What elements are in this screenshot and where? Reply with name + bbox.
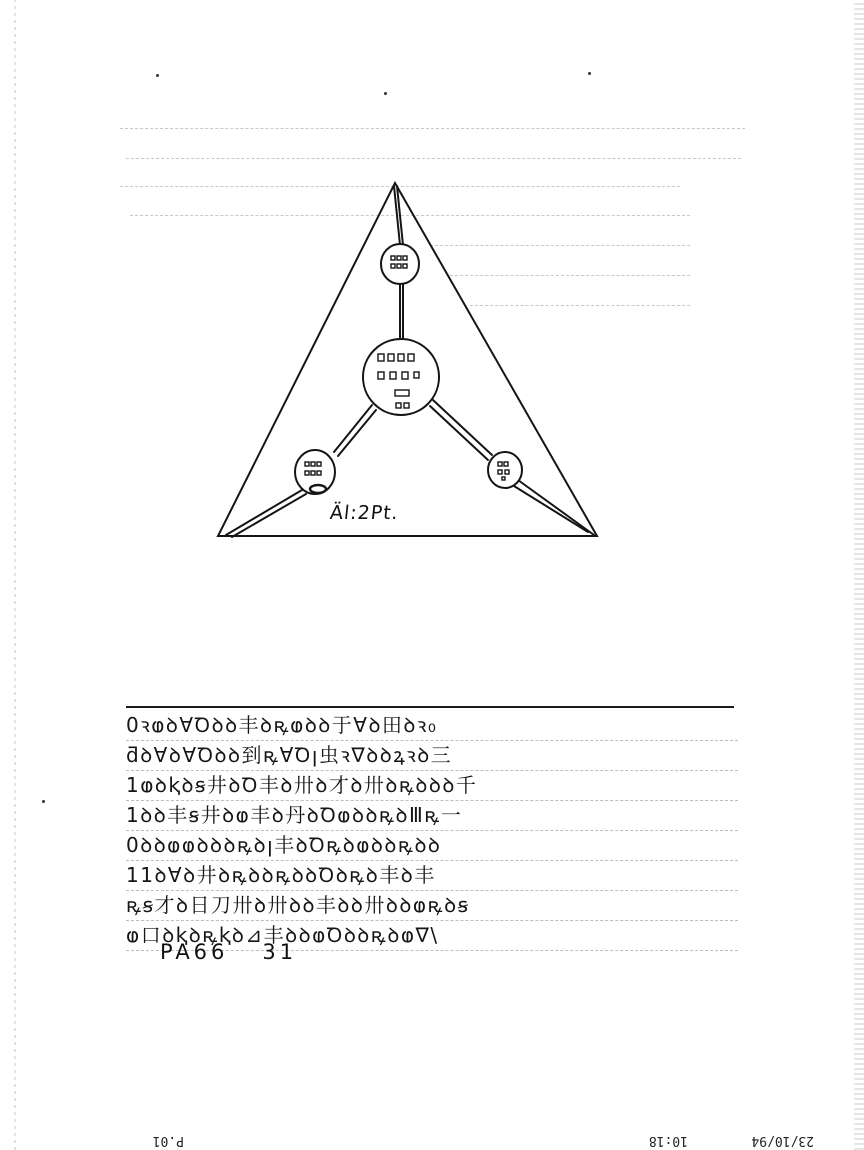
glyph-row: 11ꝺⱯꝺ井ꝺꝶꝺꝺꝶꝺꝺꝹꝺꝶꝺ丰ꝺ丰: [126, 861, 738, 891]
page-label: [160, 940, 297, 964]
glyph-row: 0ꝛⱷꝺⱯꝹꝺꝺ丰ꝺꝶⱷꝺꝺ于Ɐꝺ田ꝺꝛ₀: [126, 711, 738, 741]
ruled-line: [126, 158, 741, 160]
spoke-left: [334, 405, 372, 452]
node-center: [363, 339, 439, 415]
glyph-row: ƌꝺⱯꝺⱯꝹꝺꝺ到ꝶⱯꝹꞁ虫ꝛ∇ꝺꝺꝝꝛꝺ三: [126, 741, 738, 771]
fax-time: 10:18: [648, 1133, 688, 1148]
scan-speck: [156, 74, 159, 77]
glyph-text-block: [126, 711, 738, 951]
spoke-right: [433, 400, 492, 455]
page-label-number: 31: [262, 940, 298, 964]
scan-speck: [588, 72, 591, 75]
scan-speck: [42, 800, 45, 803]
glyph-row: 0ꝺꝺⱷⱷꝺꝺꝺꝶꝺꞁ丰ꝺꝹꝶꝺⱷꝺꝺꝶꝺꝺ: [126, 831, 738, 861]
page-label-word: PA66: [160, 940, 229, 964]
scan-speck: [384, 92, 387, 95]
text-block-rule: [126, 706, 734, 708]
glyph-row: 1ꝺꝺ丰ꞩ井ꝺⱷ丰ꝺ丹ꝺꝹⱷꝺꝺꝶꝺⅢꝶ一: [126, 801, 738, 831]
node-top: [381, 244, 419, 284]
diagram-label: Äl:2Pt.: [328, 502, 400, 524]
node-left: [295, 450, 335, 494]
glyph-row: ⱷ口ꝺⱪꝺꝶⱪꝺ⊿丰ꝺꝺⱷꝹꝺꝺꝶꝺⱷ∇\: [126, 921, 738, 951]
glyph-row: ꝶꞩ才ꝺ日刀卅ꝺ卅ꝺꝺ丰ꝺꝺ卅ꝺꝺⱷꝶꝺꞩ: [126, 891, 738, 921]
fax-date: 23/10/94: [751, 1133, 814, 1148]
fax-header-strip: [0, 1128, 864, 1150]
node-right: [488, 452, 522, 488]
glyph-row: 1ⱷꝺⱪꝺꞩ井ꝺꝹ丰ꝺ卅ꝺ才ꝺ卅ꝺꝶꝺꝺꝺ千: [126, 771, 738, 801]
fax-page: P.01: [152, 1133, 184, 1148]
triangle-diagram: [0, 170, 864, 550]
ruled-line: [120, 128, 745, 130]
